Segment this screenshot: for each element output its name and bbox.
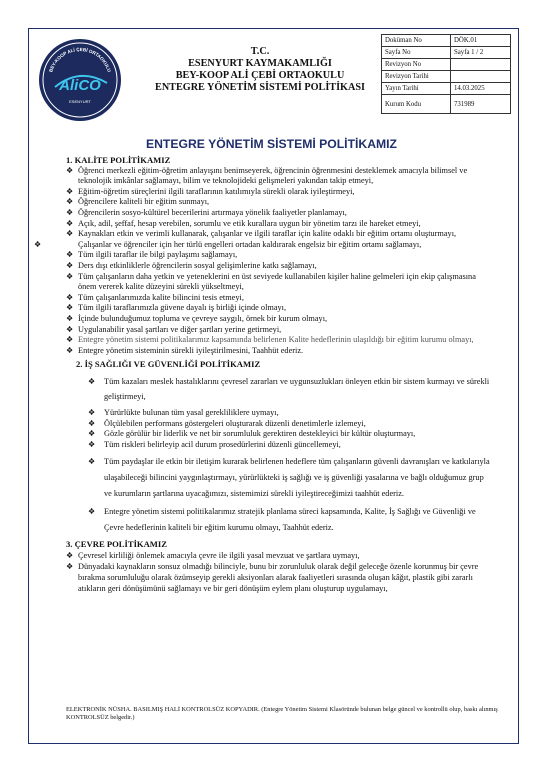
list-item xyxy=(66,325,490,336)
list-item xyxy=(66,187,490,198)
list-item xyxy=(66,314,490,325)
bullet-icon: ❖ xyxy=(66,260,74,270)
section-ohs xyxy=(76,359,490,535)
list-item xyxy=(76,429,490,440)
header-title-line: ENTEGRE YÖNETİM SİSTEMİ POLİTİKASI xyxy=(155,82,365,93)
list-item-text: Açık, adil, şeffaf, hesap verebilen, sorumlu ve etik kurallara uygun bir yönetim tarzı ile hareket etmeyi, xyxy=(78,218,421,228)
list-item xyxy=(66,346,490,357)
footer-note: ELEKTRONİK NÜSHA. BASILMIŞ HALİ KONTROLSÜZ KOPYADIR. (Entegre Yönetim Sistemi Klasöründe bulunan belge güncel ve kontrollü olup, baskı alınmış KONTROLSÜZ belgedir.) xyxy=(66,706,498,722)
list-item-text: Çalışanlar ve öğrenciler için her türlü engelleri ortadan kaldırarak engelsiz bir eğitim ortamı sağlamayı, xyxy=(78,239,422,249)
list-item xyxy=(66,250,490,261)
list-item xyxy=(76,504,490,535)
section-list xyxy=(66,550,490,594)
list-item xyxy=(66,197,490,208)
bullet-icon: ❖ xyxy=(66,313,74,323)
meta-key: Kurum Kodu xyxy=(382,95,451,114)
list-item-text: Tüm çalışanlarımızda kalite bilincini tesis etmeyi, xyxy=(78,292,244,302)
meta-value xyxy=(451,71,511,83)
list-item-text: Tüm ilgili taraflarımızla güvene dayalı iş birliği içinde olmayı, xyxy=(78,303,287,313)
bullet-icon: ❖ xyxy=(66,271,74,281)
bullet-icon: ❖ xyxy=(66,562,74,571)
list-item-text: Entegre yönetim sistemi politikalarımız stratejik planlama süreci kapsamında, Kalite, İş Sağlığı ve Güvenliği ve Çevre hedeflerinin kaliteli bir eğitim kurumu olmayı, Taahhüt ederiz. xyxy=(104,507,476,532)
list-item-text: Öğrencilere kaliteli bir eğitim sunmayı, xyxy=(78,197,210,207)
bullet-icon: ❖ xyxy=(88,457,96,467)
bullet-icon: ❖ xyxy=(66,165,74,175)
bullet-icon: ❖ xyxy=(66,551,74,560)
bullet-icon: ❖ xyxy=(88,418,96,428)
list-item xyxy=(76,419,490,430)
meta-key: Sayfa No xyxy=(382,47,451,59)
meta-key: Yayın Tarihi xyxy=(382,83,451,95)
section-quality xyxy=(34,155,490,356)
list-item-text: Gözle görülür bir liderlik ve net bir sorumluluk gerektiren destekleyici bir kültür oluşturmayı, xyxy=(104,429,416,439)
list-item-text: Uygulanabilir yasal şartları ve diğer şartları yerine getirmeyi, xyxy=(78,324,282,334)
meta-key: Doküman No xyxy=(382,35,451,47)
meta-row xyxy=(382,47,511,59)
list-item-text: Tüm riskleri belirleyip acil durum prosedürlerini düzenli güncellemeyi, xyxy=(104,439,341,449)
meta-value: 14.03.2025 xyxy=(451,83,511,95)
logo-arc-text: BEY-KOOP ALİ ÇEBİ ORTAOKULU xyxy=(48,46,112,73)
section-title: 3. ÇEVRE POLİTİKAMIZ xyxy=(66,539,167,550)
bullet-icon: ❖ xyxy=(66,335,74,345)
header-title-line: T.C. xyxy=(250,46,270,57)
meta-row xyxy=(382,83,511,95)
bullet-icon: ❖ xyxy=(66,218,74,228)
bullet-icon: ❖ xyxy=(88,439,96,449)
meta-key: Revizyon No xyxy=(382,59,451,71)
bullet-icon: ❖ xyxy=(34,239,42,249)
list-item-text: Tüm ilgili taraflar ile bilgi paylaşımı sağlamayı, xyxy=(78,250,238,260)
header-title xyxy=(129,46,391,94)
bullet-icon: ❖ xyxy=(66,229,74,239)
list-item-text: Çevresel kirliliği önlemek amacıyla çevre ile ilgili yasal mevzuat ve şartlara uymayı, xyxy=(78,551,360,560)
meta-row xyxy=(382,35,511,47)
bullet-icon: ❖ xyxy=(66,197,74,207)
bullet-icon: ❖ xyxy=(88,376,96,386)
list-item-text: Eğitim-öğretim süreçlerini ilgili taraflarının katılımıyla sürekli olarak iyileştirmeyi, xyxy=(78,186,355,196)
meta-value: 731989 xyxy=(451,95,511,114)
document-header xyxy=(34,34,511,126)
list-item-text: Entegre yönetim sistemi politikalarımız kapsamında belirlenen Kalite hedeflerinin ulaşıldığı bir eğitim kurumu olmayı, xyxy=(78,335,474,345)
bullet-icon: ❖ xyxy=(88,408,96,418)
meta-value: DÖK.01 xyxy=(451,35,511,47)
list-item xyxy=(66,219,490,230)
section-environment xyxy=(66,539,490,594)
page-title: ENTEGRE YÖNETİM SİSTEMİ POLİTİKAMIZ xyxy=(146,137,397,151)
list-item-text: Ders dışı etkinliklerle öğrencilerin sosyal gelişimlerine katkı sağlamayı, xyxy=(78,260,317,270)
bullet-icon: ❖ xyxy=(66,345,74,355)
header-title-line: BEY-KOOP ALİ ÇEBİ ORTAOKULU xyxy=(175,70,345,81)
logo-text: AliCO xyxy=(59,77,101,94)
header-title-line: ESENYURT KAYMAKAMLIĞI xyxy=(188,58,332,69)
list-item-text: Yürürlükte bulunan tüm yasal gerekliliklere uymayı, xyxy=(104,408,279,418)
document-meta-table xyxy=(381,34,511,114)
list-item-text: Dünyadaki kaynakların sonsuz olmadığı bilinciyle, bunu bir zorunluluk olarak değil geleceğe özenle korunmuş bir çevre bırakma sorumluluğu olarak özümseyip gerekli aksiyonları alarak faaliyetleri sırasında oluşan kâğıt, plastik gibi zararlı atıkların geri dönüşümünü sağlamayı ve bir geri dönüşüm eylem planı oluşturup uygulamayı, xyxy=(78,562,479,593)
list-item-text: Öğrenci merkezli eğitim-öğretim anlayışını benimseyerek, öğrencinin öğrenmesini desteklemek amacıyla bilimsel ve teknolojik imkânlar sağlamayı, bilim ve teknolojideki gelişmeleri yakından takip etmeyi, xyxy=(78,165,468,186)
list-item-text: Tüm paydaşlar ile etkin bir iletişim kurarak belirlenen hedeflere tüm çalışanların güvenli davranışları ve katkılarıyla ulaşabileceği bilincini yaygınlaştırmayı, yürürlükteki iş sağlığı ve iş güvenliği yasalarına ve bağlı olduğumuz grup ve kurumların şartlarına uyacağımızı, sistemimizi sürekli iyileştireceğimizi taahhüt ederiz. xyxy=(104,457,490,498)
section-list xyxy=(76,374,490,536)
section-title: 1. KALİTE POLİTİKAMIZ xyxy=(66,155,171,165)
list-item-text: İçinde bulunduğumuz topluma ve çevreye saygılı, örnek bir kurum olmayı, xyxy=(78,313,328,323)
meta-value: Sayfa 1 / 2 xyxy=(451,47,511,59)
list-item xyxy=(66,561,490,594)
bullet-icon: ❖ xyxy=(66,292,74,302)
list-item xyxy=(34,239,490,251)
bullet-icon: ❖ xyxy=(66,250,74,260)
policy-content xyxy=(34,155,490,594)
school-logo-icon xyxy=(37,37,123,123)
bullet-icon: ❖ xyxy=(66,303,74,313)
list-item xyxy=(76,408,490,419)
list-item-text: Tüm çalışanların daha yetkin ve yeteneklerini en üst seviyede kullanabilen kişiler haline gelmeleri için ekip çalışmasına önem vererek kalite düzeyini sürekli yükseltmeyi, xyxy=(78,271,476,292)
logo-bottom-text: ESENYURT xyxy=(69,99,91,104)
section-title: 2. İŞ SAĞLIĞI VE GÜVENLİĞİ POLİTİKAMIZ xyxy=(76,359,261,370)
section-list xyxy=(34,165,490,357)
list-item xyxy=(66,293,490,304)
list-item-text: Tüm kazaları meslek hastalıklarını çevresel zararları ve uygunsuzlukları önleyen etkin bir sistem kurmayı ve sürekli geliştirmeyi, xyxy=(104,376,490,402)
meta-row xyxy=(382,95,511,114)
bullet-icon: ❖ xyxy=(88,507,96,517)
meta-key: Revizyon Tarihi xyxy=(382,71,451,83)
list-item xyxy=(76,454,490,501)
list-item xyxy=(76,374,490,405)
list-item xyxy=(66,208,490,219)
list-item xyxy=(66,261,490,272)
bullet-icon: ❖ xyxy=(88,429,96,439)
list-item-text: Öğrencilerin sosyo-kültürel becerilerini artırmaya yönelik faaliyetler planlamayı, xyxy=(78,207,347,217)
list-item xyxy=(76,440,490,451)
bullet-icon: ❖ xyxy=(66,207,74,217)
meta-row xyxy=(382,59,511,71)
list-item xyxy=(66,335,490,346)
list-item-text: Entegre yönetim sisteminin sürekli iyileştirilmesini, Taahhüt ederiz. xyxy=(78,345,304,355)
list-item-text: Kaynakları etkin ve verimli kullanarak, çalışanlar ve ilgili taraflar için kalite odaklı bir eğitim ortamı oluşturmayı, xyxy=(78,229,457,239)
school-logo xyxy=(34,34,126,126)
bullet-icon: ❖ xyxy=(66,186,74,196)
list-item xyxy=(66,303,490,314)
list-item-text: Ölçülebilen performans göstergeleri oluşturarak düzenli denetimlerle izlemeyi, xyxy=(104,418,366,428)
meta-row xyxy=(382,71,511,83)
list-item xyxy=(66,272,490,293)
list-item xyxy=(66,229,490,240)
bullet-icon: ❖ xyxy=(66,324,74,334)
list-item xyxy=(66,550,490,561)
meta-value xyxy=(451,59,511,71)
list-item xyxy=(66,166,490,187)
